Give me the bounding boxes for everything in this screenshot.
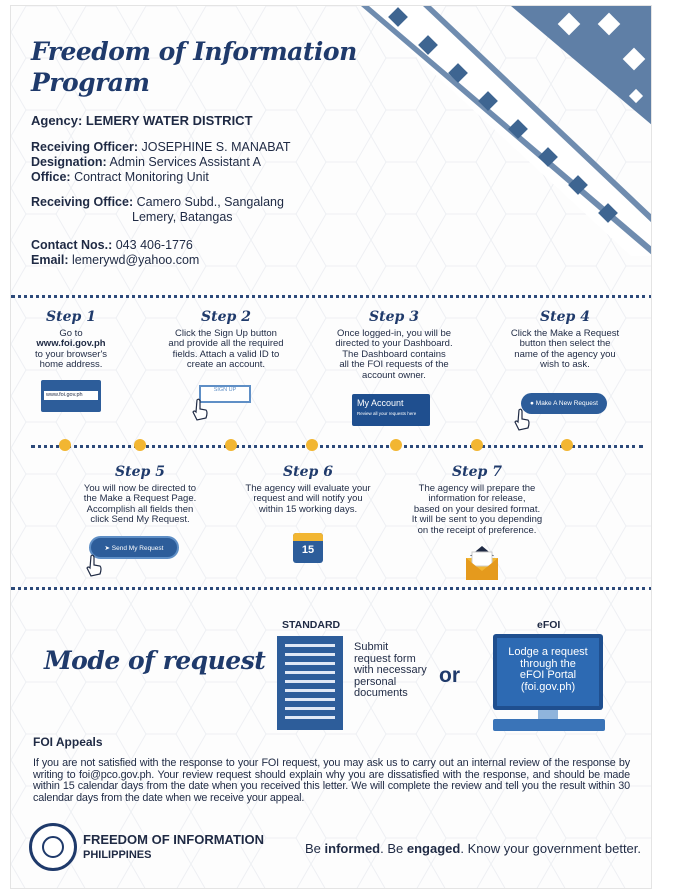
office-label: Office: bbox=[31, 170, 71, 184]
standard-line: personal bbox=[354, 675, 397, 688]
my-account-sub: Review all your requests here bbox=[357, 411, 417, 416]
receiving-officer-value: JOSEPHINE S. MANABAT bbox=[141, 140, 291, 154]
contact-nos-label: Contact Nos.: bbox=[31, 238, 113, 252]
designation-value: Admin Services Assistant A bbox=[109, 155, 261, 169]
step-3-line: Once logged-in, you will be bbox=[336, 327, 452, 339]
step-5-line: You will now be directed to bbox=[83, 482, 197, 494]
standard-line: documents bbox=[354, 687, 408, 699]
timeline-dot bbox=[390, 439, 402, 451]
hand-cursor-icon bbox=[85, 554, 103, 578]
step-5 bbox=[77, 464, 203, 526]
tagline-part: . Be bbox=[380, 841, 407, 856]
step-3-line: directed to your Dashboard. bbox=[335, 338, 453, 349]
standard-description bbox=[354, 642, 427, 700]
timeline-dot bbox=[59, 439, 71, 451]
step-1-line: Go to bbox=[59, 327, 83, 339]
doc-line bbox=[285, 680, 335, 683]
step-6-line: The agency will evaluate your bbox=[245, 482, 371, 494]
step-5-desc bbox=[77, 484, 203, 526]
or-separator: or bbox=[439, 664, 460, 687]
step-1-line: to your browser's bbox=[34, 348, 108, 360]
monitor-screen bbox=[497, 638, 599, 706]
hand-cursor-icon bbox=[191, 398, 209, 422]
step-6 bbox=[243, 464, 373, 515]
step-3-desc bbox=[331, 329, 457, 382]
step-3-line: account owner. bbox=[362, 369, 426, 381]
doc-line bbox=[285, 653, 335, 656]
step-1-link[interactable]: www.foi.gov.ph bbox=[36, 338, 106, 349]
receiving-office-line2: Lemery, Batangas bbox=[132, 210, 233, 224]
step-5-title: Step 5 bbox=[115, 464, 165, 480]
step-7-title: Step 7 bbox=[452, 464, 502, 480]
tagline bbox=[305, 841, 641, 856]
standard-line: with necessary bbox=[354, 664, 427, 676]
step-7 bbox=[407, 464, 547, 536]
make-request-button-mock bbox=[521, 393, 607, 414]
keyboard-base bbox=[493, 719, 605, 731]
tagline-part: Be bbox=[305, 841, 325, 856]
step-2-desc bbox=[161, 329, 291, 371]
envelope-icon bbox=[464, 546, 500, 582]
hand-cursor-icon bbox=[513, 408, 531, 432]
divider-top bbox=[11, 295, 652, 298]
doc-line bbox=[285, 662, 335, 665]
tagline-informed: informed bbox=[324, 841, 381, 856]
officer-info bbox=[31, 140, 291, 185]
step-4-desc bbox=[504, 329, 626, 371]
step-2-line: and provide all the required bbox=[168, 338, 284, 349]
doc-line bbox=[285, 698, 335, 701]
receiving-officer-label: Receiving Officer: bbox=[31, 140, 138, 154]
step-4-line: wish to ask. bbox=[540, 359, 590, 370]
step-6-line: within 15 working days. bbox=[258, 503, 358, 515]
doc-line bbox=[285, 689, 335, 692]
mode-of-request-title: Mode of request bbox=[44, 646, 266, 675]
step-2 bbox=[161, 309, 291, 371]
foi-seal-logo bbox=[29, 823, 77, 871]
browser-mockup bbox=[41, 380, 101, 412]
agency-label: Agency: bbox=[31, 113, 83, 128]
step-1-title: Step 1 bbox=[46, 309, 96, 325]
standard-label: STANDARD bbox=[282, 619, 341, 631]
doc-line bbox=[285, 671, 335, 674]
step-3-line: all the FOI requests of the bbox=[339, 359, 449, 370]
step-7-line: on the receipt of preference. bbox=[417, 524, 537, 536]
arrow-icon: ➤ bbox=[104, 545, 112, 552]
timeline-dot bbox=[306, 439, 318, 451]
step-7-line: based on your desired format. bbox=[413, 503, 541, 515]
foi-sub: PHILIPPINES bbox=[83, 849, 152, 861]
standard-line: Submit bbox=[354, 641, 389, 653]
efoi-label: eFOI bbox=[537, 619, 561, 631]
calendar-icon bbox=[293, 533, 323, 563]
step-3-line: The Dashboard contains bbox=[342, 348, 446, 360]
appeals-text: If you are not satisfied with the response to your FOI request, you may ask us to carry out an internal review of the response by writing to foi@pco.gov.ph. Your review request should explain why you are dissatisfied with the response, and should be made within 15 calendar days from the date when you received this letter. We will complete the review and tell you the result within 30 calendar days from the date when we receive your appeal. bbox=[33, 757, 630, 804]
receiving-office-label: Receiving Office: bbox=[31, 195, 134, 209]
browser-url: www.foi.gov.ph bbox=[44, 391, 98, 400]
send-request-label: Send My Request bbox=[111, 545, 164, 552]
timeline-dot bbox=[561, 439, 573, 451]
step-7-line: information for release, bbox=[428, 493, 526, 504]
office-value: Contract Monitoring Unit bbox=[74, 170, 209, 184]
divider-middle bbox=[11, 587, 652, 590]
email-value[interactable]: lemerywd@yahoo.com bbox=[72, 253, 200, 267]
foi-name: FREEDOM OF INFORMATION bbox=[83, 832, 265, 847]
receiving-office-info bbox=[31, 195, 284, 225]
step-7-line: The agency will prepare the bbox=[418, 482, 536, 494]
step-2-line: create an account. bbox=[186, 359, 266, 370]
title-line-2: Program bbox=[31, 68, 150, 97]
step-5-line: the Make a Request Page. bbox=[83, 493, 197, 504]
tagline-engaged: engaged bbox=[406, 841, 461, 856]
doc-line bbox=[285, 707, 335, 710]
efoi-line: Lodge a request bbox=[508, 646, 588, 658]
step-1 bbox=[25, 309, 117, 371]
step-2-line: Click the Sign Up button bbox=[175, 327, 277, 339]
title-line-1: Freedom of Information bbox=[31, 37, 357, 66]
step-6-title: Step 6 bbox=[283, 464, 333, 480]
step-4-title: Step 4 bbox=[540, 309, 590, 325]
step-3 bbox=[331, 309, 457, 381]
foi-seal-inner bbox=[42, 836, 64, 858]
agency-value: LEMERY WATER DISTRICT bbox=[85, 113, 253, 128]
timeline-dot bbox=[134, 439, 146, 451]
email-label: Email: bbox=[31, 253, 69, 267]
calendar-number: 15 bbox=[301, 544, 315, 556]
step-4-line: button then select the bbox=[519, 338, 611, 349]
step-4 bbox=[504, 309, 626, 371]
step-5-line: Accomplish all fields then bbox=[86, 503, 194, 515]
step-6-desc bbox=[243, 484, 373, 516]
make-request-label: Make A New Request bbox=[535, 400, 598, 407]
designation-label: Designation: bbox=[31, 155, 107, 169]
standard-line: request form bbox=[354, 652, 416, 665]
receiving-office-line1: Camero Subd., Sangalang bbox=[136, 195, 284, 209]
my-account-card-mock bbox=[352, 394, 430, 426]
woven-pattern-banner bbox=[361, 6, 652, 256]
contact-info bbox=[31, 238, 199, 268]
page-title bbox=[31, 36, 357, 98]
timeline-dot bbox=[225, 439, 237, 451]
my-account-label: My Account bbox=[357, 398, 404, 408]
monitor-icon bbox=[493, 634, 603, 710]
step-1-desc bbox=[25, 329, 117, 371]
contact-nos-value[interactable]: 043 406-1776 bbox=[115, 238, 193, 252]
step-3-title: Step 3 bbox=[369, 309, 419, 325]
doc-line bbox=[285, 716, 335, 719]
efoi-link[interactable]: (foi.gov.ph) bbox=[520, 680, 576, 693]
efoi-line: through the bbox=[520, 657, 576, 670]
doc-line bbox=[285, 644, 335, 647]
step-4-line: Click the Make a Request bbox=[510, 327, 620, 339]
efoi-line: eFOI Portal bbox=[519, 669, 577, 681]
sign-up-label: SIGN UP bbox=[213, 387, 237, 393]
appeals-heading: FOI Appeals bbox=[33, 735, 103, 749]
document-icon bbox=[277, 636, 343, 730]
step-2-line: fields. Attach a valid ID to bbox=[172, 348, 280, 360]
timeline-dot bbox=[471, 439, 483, 451]
steps-timeline bbox=[31, 445, 643, 448]
step-5-line: click Send My Request. bbox=[90, 514, 190, 525]
step-1-line: home address. bbox=[39, 359, 103, 370]
step-7-line: It will be sent to you depending bbox=[411, 514, 543, 525]
step-7-desc bbox=[407, 484, 547, 537]
calendar-top-bar bbox=[293, 533, 323, 541]
step-2-title: Step 2 bbox=[201, 309, 251, 325]
step-4-line: name of the agency you bbox=[514, 348, 616, 360]
bullet-icon: ● bbox=[530, 400, 536, 407]
tagline-part: . Know your government better. bbox=[460, 841, 642, 856]
step-6-line: request and will notify you bbox=[253, 493, 363, 504]
foi-poster bbox=[10, 5, 652, 889]
agency-info bbox=[31, 113, 253, 128]
